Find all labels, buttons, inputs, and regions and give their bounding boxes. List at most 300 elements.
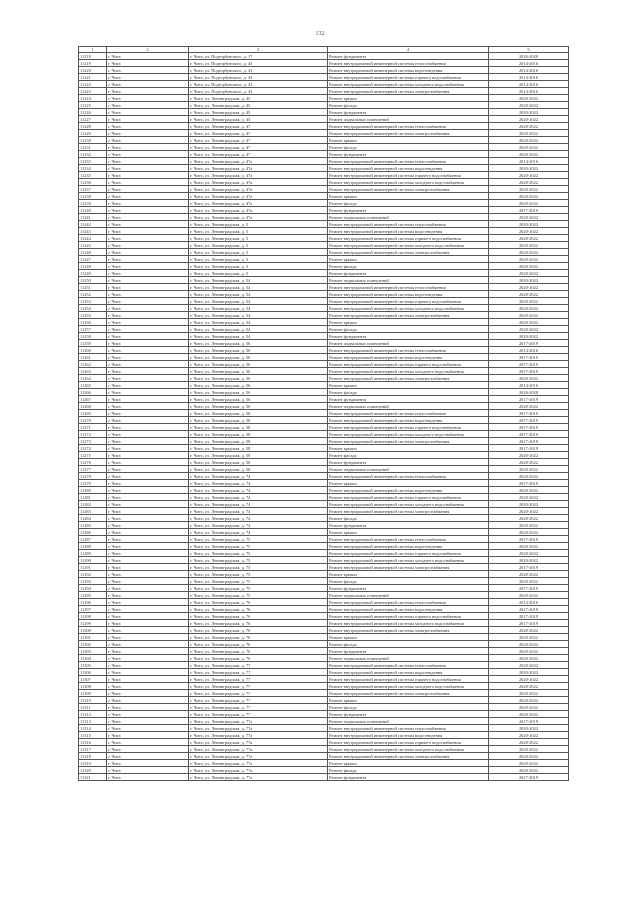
work-type-cell: Ремонт внутридомовой инженерной системы горячего водоснабжения [328,494,489,501]
municipality-cell: г. Чита [107,95,189,102]
municipality-cell: г. Чита [107,424,189,431]
address-cell: г. Чита, ул. Ленинградская, д. 58 [189,410,328,417]
work-type-cell: Ремонт внутридомовой инженерной системы теплоснабжения [328,158,489,165]
work-type-cell: Ремонт крыши [328,137,489,144]
period-cell: 2017-2019 [489,396,569,403]
municipality-cell: г. Чита [107,473,189,480]
period-cell: 2020-2022 [489,326,569,333]
work-type-cell: Ремонт внутридомовой инженерной системы электроснабжения [328,88,489,95]
address-cell: г. Чита, ул. Ленинградская, д. 54 [189,277,328,284]
work-type-cell: Ремонт внутридомовой инженерной системы теплоснабжения [328,536,489,543]
row-number-cell: 11228 [79,123,107,130]
row-number-cell: 11234 [79,165,107,172]
work-type-cell: Ремонт внутридомовой инженерной системы горячего водоснабжения [328,298,489,305]
municipality-cell: г. Чита [107,578,189,585]
table-row [79,277,569,284]
address-cell: г. Чита, ул. Ленинградская, д. 76 [189,599,328,606]
work-type-cell: Ремонт внутридомовой инженерной системы горячего водоснабжения [328,739,489,746]
table-row [79,249,569,256]
municipality-cell: г. Чита [107,228,189,235]
address-cell: г. Чита, ул. Ленинградская, д. 74 [189,522,328,529]
row-number-cell: 11316 [79,739,107,746]
table-row [79,718,569,725]
period-cell: 2020-2022 [489,102,569,109]
address-cell: г. Чита, ул. Ленинградская, д. 47а [189,186,328,193]
period-cell: 2017-2019 [489,606,569,613]
period-cell: 2020-2022 [489,284,569,291]
address-cell: г. Чита, ул. Ленинградская, д. 74 [189,501,328,508]
municipality-cell: г. Чита [107,284,189,291]
table-row [79,494,569,501]
work-type-cell: Ремонт подвальных помещений [328,466,489,473]
municipality-cell: г. Чита [107,291,189,298]
period-cell: 2020-2022 [489,305,569,312]
municipality-cell: г. Чита [107,312,189,319]
municipality-cell: г. Чита [107,452,189,459]
page-number: 132 [315,31,325,37]
table-row [79,263,569,270]
work-type-cell: Ремонт внутридомовой инженерной системы теплоснабжения [328,473,489,480]
row-number-cell: 11258 [79,333,107,340]
municipality-cell: г. Чита [107,767,189,774]
address-cell: г. Чита, ул. Ленинградская, д. 54 [189,284,328,291]
municipality-cell: г. Чита [107,501,189,508]
municipality-cell: г. Чита [107,438,189,445]
work-type-cell: Ремонт фасада [328,452,489,459]
row-number-cell: 11308 [79,683,107,690]
work-type-cell: Ремонт внутридомовой инженерной системы водоотведения [328,606,489,613]
period-cell: 2020-2022 [489,522,569,529]
work-type-cell: Ремонт крыши [328,529,489,536]
address-cell: г. Чита, ул. Ленинградская, д. 5 [189,249,328,256]
municipality-cell: г. Чита [107,214,189,221]
period-cell: 2017-2019 [489,585,569,592]
table-row [79,767,569,774]
municipality-cell: г. Чита [107,333,189,340]
municipality-cell: г. Чита [107,263,189,270]
municipality-cell: г. Чита [107,116,189,123]
table-row [79,305,569,312]
work-type-cell: Ремонт внутридомовой инженерной системы горячего водоснабжения [328,361,489,368]
municipality-cell: г. Чита [107,543,189,550]
table-row [79,242,569,249]
work-type-cell: Ремонт подвальных помещений [328,403,489,410]
municipality-cell: г. Чита [107,648,189,655]
table-row [79,753,569,760]
work-type-cell: Ремонт внутридомовой инженерной системы горячего водоснабжения [328,74,489,81]
period-cell: 2020-2022 [489,179,569,186]
table-row [79,592,569,599]
row-number-cell: 11276 [79,459,107,466]
municipality-cell: г. Чита [107,137,189,144]
period-cell: 2017-2019 [489,417,569,424]
row-number-cell: 11288 [79,543,107,550]
municipality-cell: г. Чита [107,221,189,228]
address-cell: г. Чита, ул. Ленинградская, д. 58 [189,445,328,452]
row-number-cell: 11301 [79,634,107,641]
table-row [79,529,569,536]
period-cell: 2020-2022 [489,592,569,599]
table-row [79,564,569,571]
period-cell: 2014-2016 [489,74,569,81]
table-row [79,53,569,60]
period-cell: 2014-2016 [489,347,569,354]
work-type-cell: Ремонт внутридомовой инженерной системы водоотведения [328,67,489,74]
period-cell: 2020-2022 [489,228,569,235]
municipality-cell: г. Чита [107,382,189,389]
work-type-cell: Ремонт внутридомовой инженерной системы теплоснабжения [328,60,489,67]
row-number-cell: 11283 [79,508,107,515]
table-row [79,613,569,620]
row-number-cell: 11293 [79,578,107,585]
address-cell: г. Чита, ул. Ленинградская, д. 5 [189,270,328,277]
period-cell: 2020-2022 [489,235,569,242]
address-cell: г. Чита, ул. Ленинградская, д. 76 [189,648,328,655]
municipality-cell: г. Чита [107,151,189,158]
municipality-cell: г. Чита [107,669,189,676]
row-number-cell: 11294 [79,585,107,592]
work-type-cell: Ремонт крыши [328,571,489,578]
work-type-cell: Ремонт внутридомовой инженерной системы водоотведения [328,543,489,550]
period-cell: 2017-2019 [489,424,569,431]
municipality-cell: г. Чита [107,494,189,501]
table-row [79,571,569,578]
work-type-cell: Ремонт фасада [328,389,489,396]
row-number-cell: 11238 [79,193,107,200]
work-type-cell: Ремонт фундамента [328,53,489,60]
row-number-cell: 11248 [79,263,107,270]
table-row [79,235,569,242]
municipality-cell: г. Чита [107,298,189,305]
period-cell: 2014-2016 [489,382,569,389]
address-cell: г. Чита, ул. Ленинградская, д. 74 [189,529,328,536]
row-number-cell: 11261 [79,354,107,361]
table-row [79,431,569,438]
municipality-cell: г. Чита [107,613,189,620]
column-number: 1 [79,47,107,53]
row-number-cell: 11311 [79,704,107,711]
work-type-cell: Ремонт фасада [328,263,489,270]
column-number: 4 [328,47,489,53]
municipality-cell: г. Чита [107,340,189,347]
work-type-cell: Ремонт фасада [328,641,489,648]
column-number: 3 [189,47,328,53]
municipality-cell: г. Чита [107,403,189,410]
table-row [79,88,569,95]
address-cell: г. Чита, ул. Ленинградская, д. 74 [189,487,328,494]
row-number-cell: 11303 [79,648,107,655]
address-cell: г. Чита, ул. Ленинградская, д. 74 [189,515,328,522]
period-cell: 2014-2016 [489,60,569,67]
table-row [79,466,569,473]
table-row [79,578,569,585]
row-number-cell: 11219 [79,60,107,67]
table-row [79,676,569,683]
period-cell: 2017-2019 [489,445,569,452]
row-number-cell: 11264 [79,375,107,382]
municipality-cell: г. Чита [107,396,189,403]
address-cell: г. Чита, ул. Ленинградская, д. 76 [189,613,328,620]
address-cell: г. Чита, ул. Ленинградская, д. 76 [189,634,328,641]
period-cell: 2020-2022 [489,760,569,767]
period-cell: 2020-2022 [489,151,569,158]
address-cell: г. Чита, ул. Ленинградская, д. 75 [189,585,328,592]
address-cell: г. Чита, ул. Ленинградская, д. 77 [189,669,328,676]
table-row [79,221,569,228]
row-number-cell: 11254 [79,305,107,312]
row-number-cell: 11275 [79,452,107,459]
address-cell: г. Чита, ул. Ленинградская, д. 5 [189,221,328,228]
period-cell: 2020-2022 [489,249,569,256]
row-number-cell: 11272 [79,431,107,438]
row-number-cell: 11262 [79,361,107,368]
row-number-cell: 11304 [79,655,107,662]
table-row [79,417,569,424]
table-row [79,312,569,319]
address-cell: г. Чита, ул. Ленинградская, д. 75 [189,536,328,543]
row-number-cell: 11227 [79,116,107,123]
municipality-cell: г. Чита [107,109,189,116]
period-cell: 2020-2022 [489,683,569,690]
work-type-cell: Ремонт подвальных помещений [328,655,489,662]
table-row [79,347,569,354]
work-type-cell: Ремонт крыши [328,95,489,102]
work-type-cell: Ремонт фасада [328,144,489,151]
address-cell: г. Чита, ул. Ленинградская, д. 47 [189,151,328,158]
table-row [79,704,569,711]
row-number-cell: 11259 [79,340,107,347]
work-type-cell: Ремонт внутридомовой инженерной системы электроснабжения [328,375,489,382]
work-type-cell: Ремонт внутридомовой инженерной системы теплоснабжения [328,410,489,417]
address-cell: г. Чита, ул. Ленинградская, д. 77а [189,718,328,725]
address-cell: г. Чита, ул. Ленинградская, д. 75 [189,550,328,557]
table-row [79,256,569,263]
table-row [79,403,569,410]
municipality-cell: г. Чита [107,130,189,137]
row-number-cell: 11243 [79,228,107,235]
row-number-cell: 11246 [79,249,107,256]
municipality-cell: г. Чита [107,326,189,333]
row-number-cell: 11230 [79,137,107,144]
municipality-cell: г. Чита [107,102,189,109]
address-cell: г. Чита, ул. Ленинградская, д. 77 [189,676,328,683]
period-cell: 2020-2022 [489,403,569,410]
address-cell: г. Чита, ул. Ленинградская, д. 58 [189,452,328,459]
period-cell: 2020-2022 [489,214,569,221]
table-row [79,508,569,515]
work-type-cell: Ремонт внутридомовой инженерной системы теплоснабжения [328,221,489,228]
work-type-cell: Ремонт внутридомовой инженерной системы электроснабжения [328,312,489,319]
address-cell: г. Чита, ул. Ленинградская, д. 74 [189,480,328,487]
work-type-cell: Ремонт внутридомовой инженерной системы горячего водоснабжения [328,676,489,683]
work-type-cell: Ремонт внутридомовой инженерной системы электроснабжения [328,690,489,697]
period-cell: 2017-2019 [489,340,569,347]
work-type-cell: Ремонт внутридомовой инженерной системы холодного водоснабжения [328,746,489,753]
address-cell: г. Чита, ул. Ленинградская, д. 58 [189,417,328,424]
address-cell: г. Чита, ул. Подгорбунского, д. 17 [189,53,328,60]
municipality-cell: г. Чита [107,123,189,130]
period-cell: 2020-2022 [489,711,569,718]
municipality-cell: г. Чита [107,480,189,487]
table-row [79,438,569,445]
municipality-cell: г. Чита [107,305,189,312]
table-row [79,445,569,452]
row-number-cell: 11266 [79,389,107,396]
municipality-cell: г. Чита [107,571,189,578]
address-cell: г. Чита, ул. Ленинградская, д. 74 [189,494,328,501]
period-cell: 2020-2022 [489,312,569,319]
address-cell: г. Чита, ул. Ленинградская, д. 77 [189,697,328,704]
work-type-cell: Ремонт крыши [328,697,489,704]
address-cell: г. Чита, ул. Ленинградская, д. 5 [189,235,328,242]
work-type-cell: Ремонт внутридомовой инженерной системы холодного водоснабжения [328,242,489,249]
municipality-cell: г. Чита [107,718,189,725]
period-cell: 2014-2016 [489,88,569,95]
work-type-cell: Ремонт фасада [328,102,489,109]
work-type-cell: Ремонт внутридомовой инженерной системы холодного водоснабжения [328,683,489,690]
table-row [79,228,569,235]
municipality-cell: г. Чита [107,732,189,739]
address-cell: г. Чита, ул. Ленинградская, д. 75 [189,578,328,585]
address-cell: г. Чита, ул. Ленинградская, д. 56 [189,382,328,389]
row-number-cell: 11240 [79,207,107,214]
period-cell: 2020-2022 [489,739,569,746]
row-number-cell: 11220 [79,67,107,74]
municipality-cell: г. Чита [107,739,189,746]
row-number-cell: 11291 [79,564,107,571]
address-cell: г. Чита, ул. Подгорбунского, д. 43 [189,74,328,81]
table-row [79,627,569,634]
address-cell: г. Чита, ул. Ленинградская, д. 45 [189,95,328,102]
row-number-cell: 11235 [79,172,107,179]
table-row [79,151,569,158]
row-number-cell: 11290 [79,557,107,564]
table-row [79,487,569,494]
table-row [79,746,569,753]
row-number-cell: 11274 [79,445,107,452]
period-cell: 2017-2019 [489,354,569,361]
address-cell: г. Чита, ул. Ленинградская, д. 58 [189,459,328,466]
table-row [79,144,569,151]
work-type-cell: Ремонт фундамента [328,151,489,158]
period-cell: 2020-2022 [489,193,569,200]
row-number-cell: 11222 [79,81,107,88]
address-cell: г. Чита, ул. Ленинградская, д. 56 [189,396,328,403]
municipality-cell: г. Чита [107,592,189,599]
address-cell: г. Чита, ул. Ленинградская, д. 5 [189,263,328,270]
row-number-cell: 11315 [79,732,107,739]
address-cell: г. Чита, ул. Ленинградская, д. 47а [189,193,328,200]
period-cell: 2020-2022 [489,746,569,753]
row-number-cell: 11320 [79,767,107,774]
period-cell: 2020-2022 [489,494,569,501]
municipality-cell: г. Чита [107,193,189,200]
work-type-cell: Ремонт внутридомовой инженерной системы электроснабжения [328,627,489,634]
row-number-cell: 11317 [79,746,107,753]
work-type-cell: Ремонт внутридомовой инженерной системы электроснабжения [328,753,489,760]
table-row [79,774,569,781]
address-cell: г. Чита, ул. Ленинградская, д. 77а [189,753,328,760]
period-cell: 2020-2022 [489,165,569,172]
work-type-cell: Ремонт фасада [328,200,489,207]
municipality-cell: г. Чита [107,697,189,704]
work-type-cell: Ремонт внутридомовой инженерной системы холодного водоснабжения [328,431,489,438]
period-cell: 2017-2019 [489,207,569,214]
table-row [79,669,569,676]
period-cell: 2020-2022 [489,375,569,382]
table-row [79,102,569,109]
period-cell: 2020-2022 [489,263,569,270]
row-number-cell: 11318 [79,753,107,760]
address-cell: г. Чита, ул. Ленинградская, д. 47а [189,200,328,207]
period-cell: 2020-2022 [489,186,569,193]
address-cell: г. Чита, ул. Ленинградская, д. 76 [189,606,328,613]
address-cell: г. Чита, ул. Ленинградская, д. 76 [189,627,328,634]
work-type-cell: Ремонт фундамента [328,522,489,529]
table-row [79,543,569,550]
row-number-cell: 11232 [79,151,107,158]
table-row [79,711,569,718]
address-cell: г. Чита, ул. Ленинградская, д. 56 [189,347,328,354]
work-type-cell: Ремонт внутридомовой инженерной системы холодного водоснабжения [328,305,489,312]
row-number-cell: 11319 [79,760,107,767]
row-number-cell: 11310 [79,697,107,704]
address-cell: г. Чита, ул. Ленинградская, д. 76 [189,620,328,627]
row-number-cell: 11298 [79,613,107,620]
table-row [79,522,569,529]
period-cell: 2020-2022 [489,144,569,151]
municipality-cell: г. Чита [107,690,189,697]
row-number-cell: 11237 [79,186,107,193]
address-cell: г. Чита, ул. Ленинградская, д. 47 [189,123,328,130]
work-type-cell: Ремонт крыши [328,480,489,487]
address-cell: г. Чита, ул. Ленинградская, д. 77а [189,774,328,781]
table-row [79,641,569,648]
work-type-cell: Ремонт внутридомовой инженерной системы водоотведения [328,417,489,424]
period-cell: 2026-2028 [489,53,569,60]
row-number-cell: 11280 [79,487,107,494]
table-row [79,585,569,592]
table-row [79,515,569,522]
work-type-cell: Ремонт внутридомовой инженерной системы горячего водоснабжения [328,424,489,431]
table-row [79,536,569,543]
period-cell: 2017-2019 [489,480,569,487]
table-row [79,389,569,396]
table-row [79,375,569,382]
address-cell: г. Чита, ул. Ленинградская, д. 56 [189,361,328,368]
work-type-cell: Ремонт внутридомовой инженерной системы горячего водоснабжения [328,235,489,242]
table-row [79,382,569,389]
row-number-cell: 11307 [79,676,107,683]
address-cell: г. Чита, ул. Ленинградская, д. 47а [189,214,328,221]
work-type-cell: Ремонт внутридомовой инженерной системы электроснабжения [328,508,489,515]
municipality-cell: г. Чита [107,459,189,466]
row-number-cell: 11249 [79,270,107,277]
period-cell: 2020-2022 [489,256,569,263]
municipality-cell: г. Чита [107,410,189,417]
municipality-cell: г. Чита [107,319,189,326]
work-type-cell: Ремонт фундамента [328,711,489,718]
municipality-cell: г. Чита [107,487,189,494]
period-cell: 2020-2022 [489,137,569,144]
work-type-cell: Ремонт фундамента [328,109,489,116]
work-type-cell: Ремонт фундамента [328,585,489,592]
table-row [79,186,569,193]
row-number-cell: 11285 [79,522,107,529]
municipality-cell: г. Чита [107,361,189,368]
period-cell: 2020-2022 [489,501,569,508]
address-cell: г. Чита, ул. Ленинградская, д. 74 [189,508,328,515]
